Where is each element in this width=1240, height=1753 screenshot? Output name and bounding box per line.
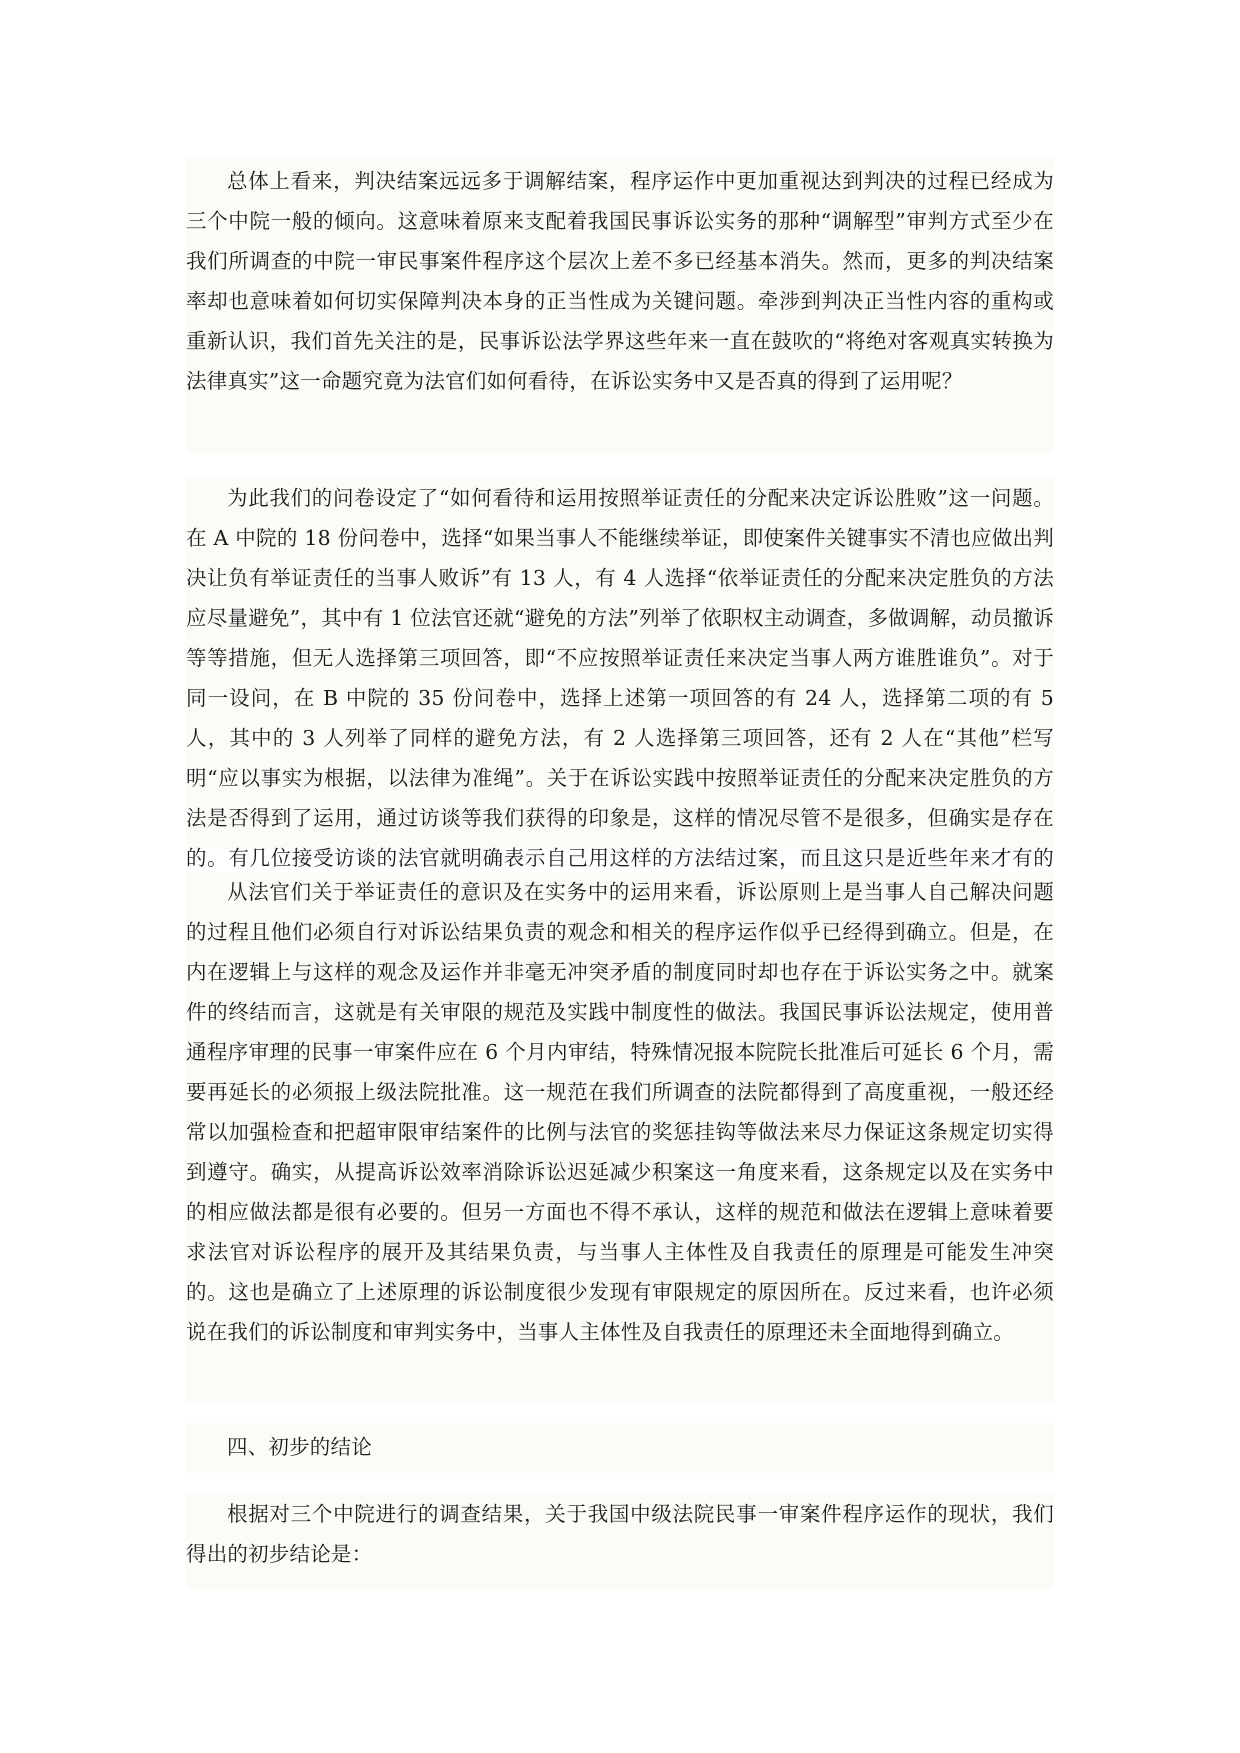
text-block — [186, 1494, 1054, 1589]
text-block — [186, 478, 1054, 870]
body-paragraph: 总体上看来，判决结案远远多于调解结案，程序运作中更加重视达到判决的过程已经成为三个中院一般的倾向。这意味着原来支配着我国民事诉讼实务的那种“调解型”审判方式至少在我们所调查的中院一审民事案件程序这个层次上差不多已经基本消失。然而，更多的判决结案率却也意味着如何切实保障判决本身的正当性成为关键问题。牵涉到判决正当性内容的重构或重新认识，我们首先关注的是，民事诉讼法学界这些年来一直在鼓吹的“将绝对客观真实转换为法律真实”这一命题究竟为法官们如何看待，在诉讼实务中又是否真的得到了运用呢？ — [186, 169, 1054, 393]
text-block — [186, 872, 1054, 1402]
section-heading: 四、初步的结论 — [227, 1435, 372, 1459]
body-paragraph: 为此我们的问卷设定了“如何看待和运用按照举证责任的分配来决定诉讼胜败”这一问题。在 A 中院的 18 份问卷中，选择“如果当事人不能继续举证，即使案件关键事实不清也应做出判决让负有举证责任的当事人败诉”有 13 人，有 4 人选择“依举证责任的分配来决定胜负的方法应尽量避免”，其中有 1 位法官还就“避免的方法”列举了依职权主动调查，多做调解，动员撤诉等等措施，但无人选择第三项回答，即“不应按照举证责任来决定当事人两方谁胜谁负”。对于同一设问，在 B 中院的 35 份问卷中，选择上述第一项回答的有 24 人，选择第二项的有 5 人，其中的 3 人列举了同样的避免方法，有 2 人选择第三项回答，还有 2 人在“其他”栏写明“应以事实为根据，以法律为准绳”。关于在诉讼实践中按照举证责任的分配来决定胜负的方法是否得到了运用，通过访谈等我们获得的印象是，这样的情况尽管不是很多，但确实是存在的。有几位接受访谈的法官就明确表示自己用这样的方法结过案，而且这只是近些年来才有的 — [186, 486, 1054, 870]
text-block — [186, 157, 1054, 453]
text-block — [186, 1423, 1054, 1473]
body-paragraph: 根据对三个中院进行的调查结果，关于我国中级法院民事一审案件程序运作的现状，我们得出的初步结论是： — [186, 1502, 1054, 1566]
body-paragraph: 从法官们关于举证责任的意识及在实务中的运用来看，诉讼原则上是当事人自己解决问题的过程且他们必须自行对诉讼结果负责的观念和相关的程序运作似乎已经得到确立。但是，在内在逻辑上与这样的观念及运作并非毫无冲突矛盾的制度同时却也存在于诉讼实务之中。就案件的终结而言，这就是有关审限的规范及实践中制度性的做法。我国民事诉讼法规定，使用普通程序审理的民事一审案件应在 6 个月内审结，特殊情况报本院院长批准后可延长 6 个月，需要再延长的必须报上级法院批准。这一规范在我们所调查的法院都得到了高度重视，一般还经常以加强检查和把超审限审结案件的比例与法官的奖惩挂钩等做法来尽力保证这条规定切实得到遵守。确实，从提高诉讼效率消除诉讼迟延减少积案这一角度来看，这条规定以及在实务中的相应做法都是很有必要的。但另一方面也不得不承认，这样的规范和做法在逻辑上意味着要求法官对诉讼程序的展开及其结果负责，与当事人主体性及自我责任的原理是可能发生冲突的。这也是确立了上述原理的诉讼制度很少发现有审限规定的原因所在。反过来看，也许必须说在我们的诉讼制度和审判实务中，当事人主体性及自我责任的原理还未全面地得到确立。 — [186, 880, 1054, 1344]
